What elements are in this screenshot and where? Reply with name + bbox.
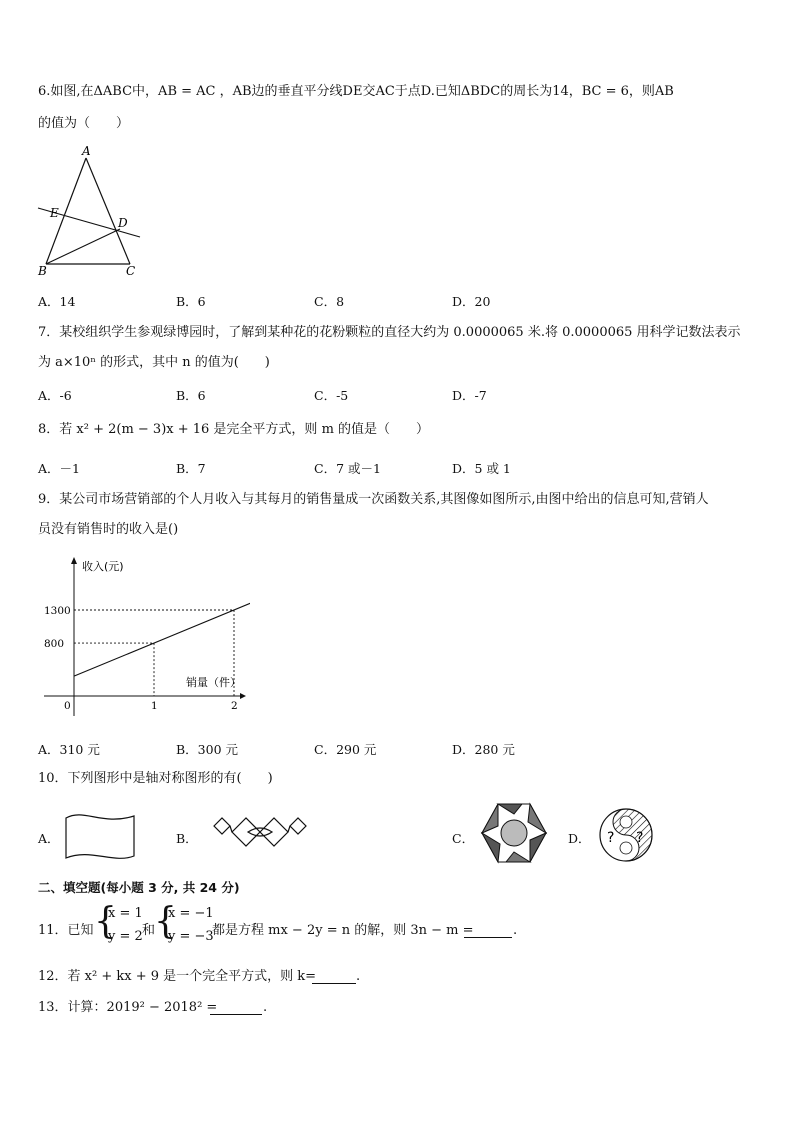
q6-option-c[interactable]: C．8 — [314, 294, 345, 309]
q11-end: . — [513, 923, 518, 938]
q12-answer-blank[interactable] — [312, 971, 356, 984]
q8-option-c[interactable]: C．7 或－1 — [314, 461, 381, 476]
q9-option-a[interactable]: A．310 元 — [38, 742, 100, 757]
q13-answer-blank[interactable] — [210, 1002, 262, 1015]
q9-line-chart — [40, 554, 250, 720]
q6-text-line2: 的值为（ ） — [38, 116, 130, 131]
q7-option-b[interactable]: B．6 — [176, 388, 206, 403]
section-2-heading: 二、填空题(每小题 3 分, 共 24 分) — [38, 880, 240, 895]
q10-option-a-label[interactable]: A． — [38, 831, 60, 846]
q7-option-c[interactable]: C．-5 — [314, 388, 349, 403]
y-axis-label: 收入(元) — [82, 560, 124, 573]
q6-option-a[interactable]: A．14 — [38, 294, 76, 309]
q8-option-a[interactable]: A．－1 — [38, 461, 80, 476]
q9-text-line2: 员没有销售时的收入是() — [38, 522, 179, 537]
q7-option-d[interactable]: D．-7 — [452, 388, 487, 403]
x-axis-label: 销量（件） — [186, 676, 241, 689]
label-C: C — [126, 264, 136, 276]
q11-sys1-eq1: x = 1 — [108, 906, 143, 921]
diamond-chain-icon — [202, 812, 318, 852]
q12-end: . — [356, 969, 361, 984]
q7-option-a[interactable]: A．-6 — [38, 388, 72, 403]
q11-answer-blank[interactable] — [464, 925, 512, 938]
q8-text: 8．若 x² + 2(m − 3)x + 16 是完全平方式，则 m 的值是（ ） — [38, 422, 430, 437]
q7-text-line2: 为 a×10ⁿ 的形式，其中 n 的值为( ) — [38, 355, 270, 370]
yinyang-question-icon — [596, 806, 656, 864]
q11-and: 和 — [142, 923, 156, 938]
x-axis-arrow — [240, 693, 246, 699]
q6-option-d[interactable]: D．20 — [452, 294, 491, 309]
q8-option-d[interactable]: D．5 或 1 — [452, 461, 511, 476]
q6-triangle-figure — [34, 144, 146, 276]
q11-sys1-eq2: y = 2 — [108, 929, 143, 944]
pinwheel-hexagon-icon — [478, 800, 550, 866]
y-tick-label: 1300 — [44, 605, 71, 617]
x-tick-label: 1 — [151, 700, 158, 712]
origin-label: 0 — [64, 700, 71, 712]
y-tick-label: 800 — [44, 638, 65, 651]
q11-brace-1: { — [94, 901, 117, 942]
q6-option-b[interactable]: B．6 — [176, 294, 206, 309]
label-E: E — [50, 206, 59, 220]
q11-prefix: 11．已知 — [38, 923, 94, 938]
q10-option-c-label[interactable]: C． — [452, 831, 475, 846]
q11-brace-2: { — [154, 901, 177, 942]
q6-text-line1: 6.如图,在ΔABC中，AB = AC ，AB边的垂直平分线DE交AC于点D.已知ΔBDC的周长为14，BC = 6，则AB — [38, 84, 674, 99]
label-B: B — [38, 264, 47, 276]
q9-option-b[interactable]: B．300 元 — [176, 742, 239, 757]
q9-text-line1: 9．某公司市场营销部的个人月收入与其每月的销售量成一次函数关系,其图像如图所示,由图中给出的信息可知,营销人 — [38, 492, 709, 507]
q11-sys2-eq1: x = −1 — [168, 906, 214, 921]
flag-shape-icon — [62, 810, 138, 864]
q8-option-b[interactable]: B．7 — [176, 461, 206, 476]
label-D: D — [118, 216, 128, 230]
q7-text-line1: 7．某校组织学生参观绿博园时，了解到某种花的花粉颗粒的直径大约为 0.0000065 米.将 0.0000065 用科学记数法表示 — [38, 325, 741, 340]
y-axis-arrow — [71, 557, 77, 564]
q10-option-b-label[interactable]: B． — [176, 831, 198, 846]
x-tick-label: 2 — [231, 700, 238, 712]
q11-sys2-eq2: y = −3 — [168, 929, 214, 944]
q13-end: . — [263, 1000, 268, 1015]
q10-option-d-label[interactable]: D． — [568, 831, 591, 846]
q9-option-d[interactable]: D．280 元 — [452, 742, 515, 757]
svg-text:?: ? — [607, 830, 615, 846]
svg-text:?: ? — [636, 830, 644, 846]
q13-text: 13．计算：2019² − 2018² = — [38, 1000, 218, 1015]
q9-option-c[interactable]: C．290 元 — [314, 742, 377, 757]
label-A: A — [82, 144, 91, 158]
q11-suffix: 都是方程 mx − 2y = n 的解，则 3n − m = — [212, 923, 474, 938]
q10-text: 10．下列图形中是轴对称图形的有( ) — [38, 771, 273, 786]
q12-text: 12．若 x² + kx + 9 是一个完全平方式，则 k= — [38, 969, 317, 984]
